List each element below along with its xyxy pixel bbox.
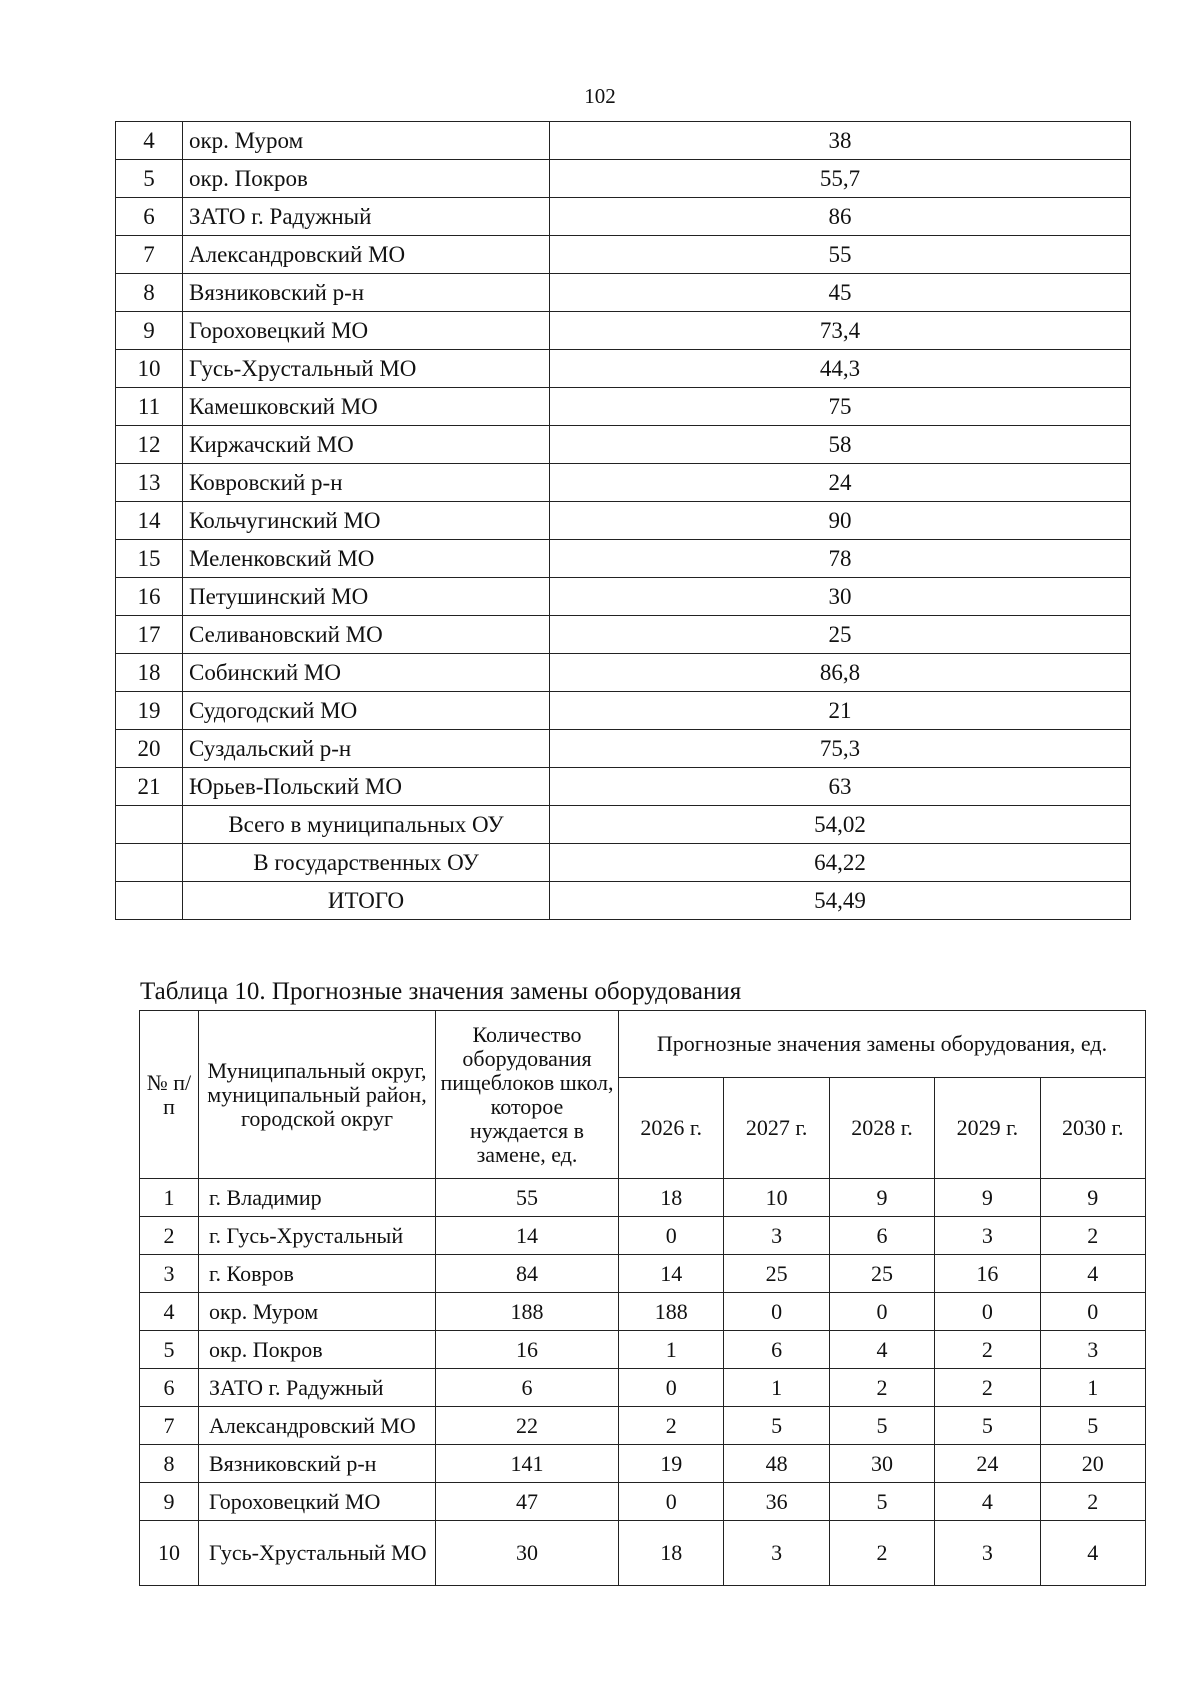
municipality-name: В государственных ОУ: [183, 844, 550, 882]
municipality-name: окр. Муром: [199, 1293, 436, 1331]
row-number: 12: [116, 426, 183, 464]
table-row: [116, 312, 1131, 350]
indicator-value: 58: [550, 426, 1131, 464]
municipality-name: ИТОГО: [183, 882, 550, 920]
indicator-value: 73,4: [550, 312, 1131, 350]
header-year: 2028 г.: [829, 1078, 934, 1179]
municipality-name: Собинский МО: [183, 654, 550, 692]
municipality-name: Гороховецкий МО: [199, 1483, 436, 1521]
table-row: [116, 122, 1131, 160]
forecast-value: 25: [829, 1255, 934, 1293]
indicator-value: 45: [550, 274, 1131, 312]
municipality-name: Гороховецкий МО: [183, 312, 550, 350]
row-number: 20: [116, 730, 183, 768]
equipment-quantity: 141: [436, 1445, 619, 1483]
row-number: 8: [116, 274, 183, 312]
indicator-value: 55: [550, 236, 1131, 274]
row-number: 1: [140, 1179, 199, 1217]
row-number: 9: [116, 312, 183, 350]
municipality-name: ЗАТО г. Радужный: [183, 198, 550, 236]
municipality-name: Александровский МО: [183, 236, 550, 274]
table-row: [116, 160, 1131, 198]
indicator-value: 55,7: [550, 160, 1131, 198]
table-row: [140, 1521, 1146, 1586]
row-number: 2: [140, 1217, 199, 1255]
forecast-value: 48: [724, 1445, 829, 1483]
forecast-value: 2: [935, 1369, 1040, 1407]
forecast-table-header: [140, 1011, 1146, 1179]
municipality-name: Кольчугинский МО: [183, 502, 550, 540]
table-row: [140, 1445, 1146, 1483]
municipality-name: Суздальский р-н: [183, 730, 550, 768]
table-row: [116, 654, 1131, 692]
municipality-name: окр. Покров: [183, 160, 550, 198]
forecast-value: 18: [619, 1179, 724, 1217]
table-caption: Таблица 10. Прогнозные значения замены оборудования: [140, 978, 742, 1005]
forecast-value: 3: [724, 1521, 829, 1586]
indicator-value: 90: [550, 502, 1131, 540]
forecast-value: 1: [619, 1331, 724, 1369]
table-row: [116, 426, 1131, 464]
forecast-table: [139, 1010, 1146, 1586]
indicator-table-body: [116, 122, 1131, 920]
indicator-value: 21: [550, 692, 1131, 730]
forecast-value: 0: [619, 1369, 724, 1407]
forecast-value: 4: [1040, 1255, 1145, 1293]
indicator-value: 86: [550, 198, 1131, 236]
header-quantity: Количество оборудования пищеблоков школ, которое нуждается в замене, ед.: [436, 1011, 619, 1179]
equipment-quantity: 47: [436, 1483, 619, 1521]
header-municipality: Муниципальный округ, муниципальный район, городской округ: [199, 1011, 436, 1179]
row-number: 5: [116, 160, 183, 198]
forecast-value: 0: [1040, 1293, 1145, 1331]
indicator-value: 38: [550, 122, 1131, 160]
forecast-value: 3: [935, 1217, 1040, 1255]
row-number: 10: [140, 1521, 199, 1586]
municipality-name: Гусь-Хрустальный МО: [183, 350, 550, 388]
equipment-quantity: 188: [436, 1293, 619, 1331]
row-number: 13: [116, 464, 183, 502]
table-row: [116, 844, 1131, 882]
forecast-value: 6: [724, 1331, 829, 1369]
indicator-value: 86,8: [550, 654, 1131, 692]
municipality-name: Юрьев-Польский МО: [183, 768, 550, 806]
municipality-name: Петушинский МО: [183, 578, 550, 616]
forecast-value: 20: [1040, 1445, 1145, 1483]
row-number: 4: [116, 122, 183, 160]
equipment-quantity: 30: [436, 1521, 619, 1586]
municipality-name: ЗАТО г. Радужный: [199, 1369, 436, 1407]
forecast-value: 14: [619, 1255, 724, 1293]
municipality-name: г. Владимир: [199, 1179, 436, 1217]
forecast-value: 19: [619, 1445, 724, 1483]
row-number: 16: [116, 578, 183, 616]
table-row: [116, 540, 1131, 578]
equipment-quantity: 22: [436, 1407, 619, 1445]
table-row: [116, 616, 1131, 654]
forecast-value: 0: [619, 1483, 724, 1521]
municipality-name: Киржачский МО: [183, 426, 550, 464]
forecast-value: 5: [829, 1483, 934, 1521]
indicator-value: 64,22: [550, 844, 1131, 882]
forecast-value: 1: [724, 1369, 829, 1407]
row-number: 21: [116, 768, 183, 806]
row-number: 5: [140, 1331, 199, 1369]
page-number: 102: [584, 84, 616, 108]
forecast-value: 5: [935, 1407, 1040, 1445]
forecast-value: 4: [1040, 1521, 1145, 1586]
forecast-value: 2: [829, 1521, 934, 1586]
table-row: [116, 388, 1131, 426]
indicator-value: 24: [550, 464, 1131, 502]
indicator-value: 63: [550, 768, 1131, 806]
table-row: [116, 692, 1131, 730]
row-number: 18: [116, 654, 183, 692]
forecast-value: 3: [724, 1217, 829, 1255]
table-row: [116, 578, 1131, 616]
header-year: 2030 г.: [1040, 1078, 1145, 1179]
table-row: [140, 1407, 1146, 1445]
table-row: [116, 882, 1131, 920]
equipment-quantity: 84: [436, 1255, 619, 1293]
forecast-value: 188: [619, 1293, 724, 1331]
forecast-value: 0: [829, 1293, 934, 1331]
row-number: [116, 882, 183, 920]
table-row: [116, 806, 1131, 844]
table-row: [140, 1369, 1146, 1407]
forecast-value: 18: [619, 1521, 724, 1586]
equipment-quantity: 16: [436, 1331, 619, 1369]
indicator-value: 54,02: [550, 806, 1131, 844]
indicator-value: 75,3: [550, 730, 1131, 768]
forecast-value: 24: [935, 1445, 1040, 1483]
forecast-value: 2: [1040, 1483, 1145, 1521]
table-row: [140, 1331, 1146, 1369]
indicator-value: 25: [550, 616, 1131, 654]
forecast-value: 2: [1040, 1217, 1145, 1255]
row-number: 4: [140, 1293, 199, 1331]
equipment-quantity: 6: [436, 1369, 619, 1407]
table-row: [116, 730, 1131, 768]
forecast-value: 0: [935, 1293, 1040, 1331]
forecast-value: 2: [829, 1369, 934, 1407]
forecast-value: 9: [935, 1179, 1040, 1217]
municipality-name: Селивановский МО: [183, 616, 550, 654]
table-row: [116, 502, 1131, 540]
row-number: 8: [140, 1445, 199, 1483]
municipality-name: Всего в муниципальных ОУ: [183, 806, 550, 844]
forecast-value: 9: [1040, 1179, 1145, 1217]
municipality-name: Камешковский МО: [183, 388, 550, 426]
row-number: 6: [140, 1369, 199, 1407]
indicator-value: 78: [550, 540, 1131, 578]
row-number: 10: [116, 350, 183, 388]
indicator-value: 30: [550, 578, 1131, 616]
row-number: 7: [116, 236, 183, 274]
municipality-name: Ковровский р-н: [183, 464, 550, 502]
municipality-name: Гусь-Хрустальный МО: [199, 1521, 436, 1586]
forecast-value: 25: [724, 1255, 829, 1293]
municipality-name: Вязниковский р-н: [199, 1445, 436, 1483]
forecast-value: 5: [1040, 1407, 1145, 1445]
table-row: [140, 1217, 1146, 1255]
indicator-value: 54,49: [550, 882, 1131, 920]
municipality-name: г. Ковров: [199, 1255, 436, 1293]
indicator-table: [115, 121, 1131, 920]
forecast-value: 4: [935, 1483, 1040, 1521]
forecast-value: 36: [724, 1483, 829, 1521]
forecast-value: 0: [724, 1293, 829, 1331]
forecast-value: 10: [724, 1179, 829, 1217]
header-forecast: Прогнозные значения замены оборудования, ед.: [619, 1011, 1146, 1078]
row-number: 14: [116, 502, 183, 540]
row-number: [116, 844, 183, 882]
header-num: № п/п: [140, 1011, 199, 1179]
row-number: [116, 806, 183, 844]
row-number: 6: [116, 198, 183, 236]
forecast-value: 2: [619, 1407, 724, 1445]
indicator-value: 75: [550, 388, 1131, 426]
table-row: [140, 1483, 1146, 1521]
row-number: 3: [140, 1255, 199, 1293]
table-row: [116, 236, 1131, 274]
row-number: 11: [116, 388, 183, 426]
forecast-value: 6: [829, 1217, 934, 1255]
indicator-value: 44,3: [550, 350, 1131, 388]
forecast-table-body: [140, 1179, 1146, 1586]
forecast-value: 3: [935, 1521, 1040, 1586]
forecast-value: 5: [724, 1407, 829, 1445]
equipment-quantity: 55: [436, 1179, 619, 1217]
forecast-value: 1: [1040, 1369, 1145, 1407]
forecast-value: 5: [829, 1407, 934, 1445]
header-year: 2027 г.: [724, 1078, 829, 1179]
table-row: [116, 198, 1131, 236]
municipality-name: окр. Покров: [199, 1331, 436, 1369]
row-number: 17: [116, 616, 183, 654]
municipality-name: г. Гусь-Хрустальный: [199, 1217, 436, 1255]
table-row: [116, 350, 1131, 388]
table-row: [140, 1255, 1146, 1293]
equipment-quantity: 14: [436, 1217, 619, 1255]
row-number: 7: [140, 1407, 199, 1445]
header-year: 2026 г.: [619, 1078, 724, 1179]
forecast-value: 30: [829, 1445, 934, 1483]
forecast-value: 4: [829, 1331, 934, 1369]
forecast-value: 16: [935, 1255, 1040, 1293]
header-year: 2029 г.: [935, 1078, 1040, 1179]
table-row: [116, 274, 1131, 312]
municipality-name: Вязниковский р-н: [183, 274, 550, 312]
row-number: 19: [116, 692, 183, 730]
table-row: [116, 768, 1131, 806]
forecast-value: 3: [1040, 1331, 1145, 1369]
municipality-name: Меленковский МО: [183, 540, 550, 578]
forecast-value: 0: [619, 1217, 724, 1255]
row-number: 9: [140, 1483, 199, 1521]
row-number: 15: [116, 540, 183, 578]
municipality-name: Судогодский МО: [183, 692, 550, 730]
municipality-name: Александровский МО: [199, 1407, 436, 1445]
table-row: [116, 464, 1131, 502]
municipality-name: окр. Муром: [183, 122, 550, 160]
table-row: [140, 1293, 1146, 1331]
table-row: [140, 1179, 1146, 1217]
forecast-value: 2: [935, 1331, 1040, 1369]
forecast-value: 9: [829, 1179, 934, 1217]
